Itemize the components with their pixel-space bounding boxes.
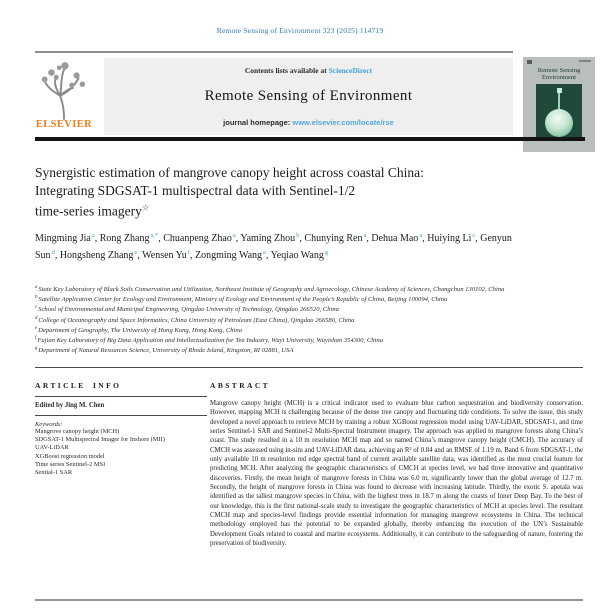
- header-divider: [35, 51, 513, 53]
- affiliation: $^b$Satellite Application Center for Ecology and Environment, Ministry of Ecology and Environment of the People’s Republic of China, Beijing 100094, China: [35, 295, 448, 304]
- abstract-heading: ABSTRACT: [210, 381, 271, 390]
- abstract-column: [210, 381, 583, 549]
- homepage-label: journal homepage:: [223, 118, 291, 127]
- keyword: XGBoost regression model: [35, 452, 105, 460]
- keyword-list: [35, 428, 170, 477]
- elsevier-logo: [28, 59, 100, 141]
- author: Hongsheng Zhang$^e$,: [59, 248, 143, 262]
- cover-globe-icon: [545, 109, 573, 137]
- affiliation-label: e: [35, 325, 38, 331]
- page-bottom-rule: [35, 599, 583, 601]
- affiliation-label: c: [35, 305, 38, 311]
- author-affiliation-sup: a,*: [150, 232, 159, 239]
- article-info-rule: [35, 415, 207, 416]
- article-info-column: [35, 381, 207, 477]
- cover-title: Remote Sensing Environment: [537, 67, 581, 81]
- author-list: [35, 229, 517, 263]
- author: Dehua Mao$^a$,: [371, 232, 428, 245]
- elsevier-tree-icon: [28, 59, 100, 121]
- keyword: Sential-1 SAR: [35, 469, 73, 477]
- affiliation: $^a$State Key Laboratory of Black Soils Conservation and Utilization, Northeast Institute of Geography and Agroecology, Chinese Academy of Sciences, Changchun 130102, China: [35, 285, 505, 294]
- author-affiliation-sup: a: [91, 232, 95, 239]
- author: Chunying Ren$^a$,: [304, 232, 372, 245]
- author-affiliation-sup: a: [363, 232, 367, 239]
- affiliation: $^c$School of Environmental and Municipal Engineering, Qingdao University of Technology, Qingdao 266520, China: [35, 305, 339, 314]
- keyword: Mangrove canopy height (MCH): [35, 428, 120, 435]
- cover-smallprint-icon: [527, 60, 532, 64]
- author: Zongming Wang$^a$,: [194, 248, 271, 262]
- author-affiliation-sup: a: [419, 232, 423, 239]
- keyword: UAV-LiDAR: [35, 444, 69, 452]
- author: Yeqiao Wang$^g$: [270, 248, 329, 262]
- masthead-bottom-bar: [35, 137, 585, 141]
- keyword: SDGSAT-1 Multispectral Imager for Inshore (MII): [35, 436, 165, 444]
- affiliation-label: g: [35, 346, 38, 352]
- affiliation-list: [35, 284, 583, 355]
- author-affiliation-sup: a: [263, 248, 266, 256]
- contents-line: [245, 66, 372, 75]
- contents-prefix: Contents lists available at: [244, 66, 327, 75]
- author: Wensen Yu$^f$,: [142, 248, 195, 262]
- keywords-label: Keywords:: [35, 421, 63, 428]
- article-info-heading: ARTICLE INFO: [35, 381, 122, 390]
- affiliation-label: a: [35, 285, 38, 290]
- author-affiliation-sup: c: [472, 232, 476, 239]
- affiliation: $^d$College of Oceanography and Space Informatics, China University of Petroleum (East China), Qingdao 266580, China: [35, 315, 355, 324]
- affiliation-label: b: [35, 295, 38, 301]
- author-affiliation-sup: f: [187, 248, 190, 256]
- author-affiliation-sup: d: [51, 248, 55, 256]
- journal-title: Remote Sensing of Environment: [204, 88, 413, 104]
- author: Huiying Li$^c$,: [427, 232, 481, 245]
- sciencedirect-link[interactable]: ScienceDirect: [328, 66, 373, 75]
- affiliation: $^e$Department of Geography, The University of Hong Kong, Hong Kong, China: [35, 325, 242, 334]
- affiliation-label: d: [35, 315, 38, 321]
- author: Genyun Sun$^d$,: [35, 233, 512, 262]
- author-affiliation-sup: g: [324, 248, 329, 256]
- masthead-box: [104, 58, 513, 135]
- abstract-text: Mangrove canopy height (MCH) is a critical indicator used to evaluate blue carbon sequestration and biodiversity conservation. However, mapping MCH is challenging because of the dense tree canopy and fluctuating tide conditions. To solve the issue, this study developed a novel approach to retrieve MCH by training a robust XGBoost regression model using UAV-LiDAR, SDGSAT-1, and time series Sentinel-1 SAR and Sentinel-2 Multi-Spectral Instrument imagery. The approach was applied to mangrove forests along China’s coast. The study resulted in a 10 m resolution MCH map and so named China’s mangrove canopy height (CMCH). The accuracy of CMCH was assessed using in-situ and UAV-LiDAR data, achieving an R² of 0.84 and an RMSE of 1.19 m. Band 6 from SDGSAT-1, the only available 10 m resolution red edge spectral band of current available satellite data, was identified as the most crucial feature for predicting MCH. After analyzing the geographic characteristics of CMCH at species level, we had three innovative and quantitative discoveries. Firstly, the mean height of mangrove forests in China was 6.0 m, significantly lower than the global average of 12.7 m. Secondly, the height of mangrove forests in China was found to decrease with increasing latitude. Thirdly, the exotic S. apetala was identified as the tallest mangrove species in China, with the highest trees in 18.7 m along the coasts of Inner Deep Bay. To the best of our knowledge, this is the first national-scale study to investigate the geographic characteristics of MCH at species level. The resultant CMCH map and species-level findings provide essential information for managing mangrove ecosystems in China. The technical methodology employed has the potential to be expanded globally, thereby enhancing the execution of the UN’s Sustainable Development Goals related to coastal and marine ecosystems. Additionally, it can contribute to the safeguarding of nature, fostering the preservation of biodiversity.: [210, 400, 583, 548]
- section-divider: [35, 367, 583, 368]
- affiliation-label: f: [35, 335, 37, 341]
- author: Mingming Jia$^a$,: [35, 232, 100, 245]
- edited-by: Edited by Jing M. Chen: [35, 402, 105, 409]
- article-title: Synergistic estimation of mangrove canopy height across coastal China: Integrating SDGSAT-1 multispectral data with Sentinel-1/2 time-series imagery☆: [35, 165, 424, 219]
- affiliation: $^g$Department of Natural Resources Science, University of Rhode Island, Kingston, RI 02881, USA: [35, 346, 294, 355]
- cover-smallprint-icon: [579, 60, 591, 62]
- author: Rong Zhang$^{a,*}$,: [99, 232, 164, 245]
- author-affiliation-sup: a: [232, 232, 236, 239]
- article-info-rule: [35, 396, 207, 397]
- author: Chuanpeng Zhao$^a$,: [163, 232, 241, 245]
- author-affiliation-sup: e: [134, 248, 138, 256]
- keyword: Time series Sentinel-2 MSI: [35, 460, 106, 468]
- affiliation: $^f$Fujian Key Laboratory of Big Data Application and Intellectualization for Tea Industry, Wuyi University, Wuyishan 354300, China: [35, 335, 383, 345]
- author: Yaming Zhou$^b$,: [240, 232, 305, 245]
- running-head-citation: Remote Sensing of Environment 323 (2025) 114719: [216, 26, 384, 35]
- homepage-line: [223, 118, 394, 127]
- title-footnote-mark: ☆: [141, 203, 150, 212]
- homepage-url-link[interactable]: www.elsevier.com/locate/rse: [292, 118, 394, 127]
- author-affiliation-sup: b: [296, 232, 300, 239]
- cover-artwork: [536, 84, 582, 140]
- elsevier-wordmark: ELSEVIER: [35, 119, 93, 130]
